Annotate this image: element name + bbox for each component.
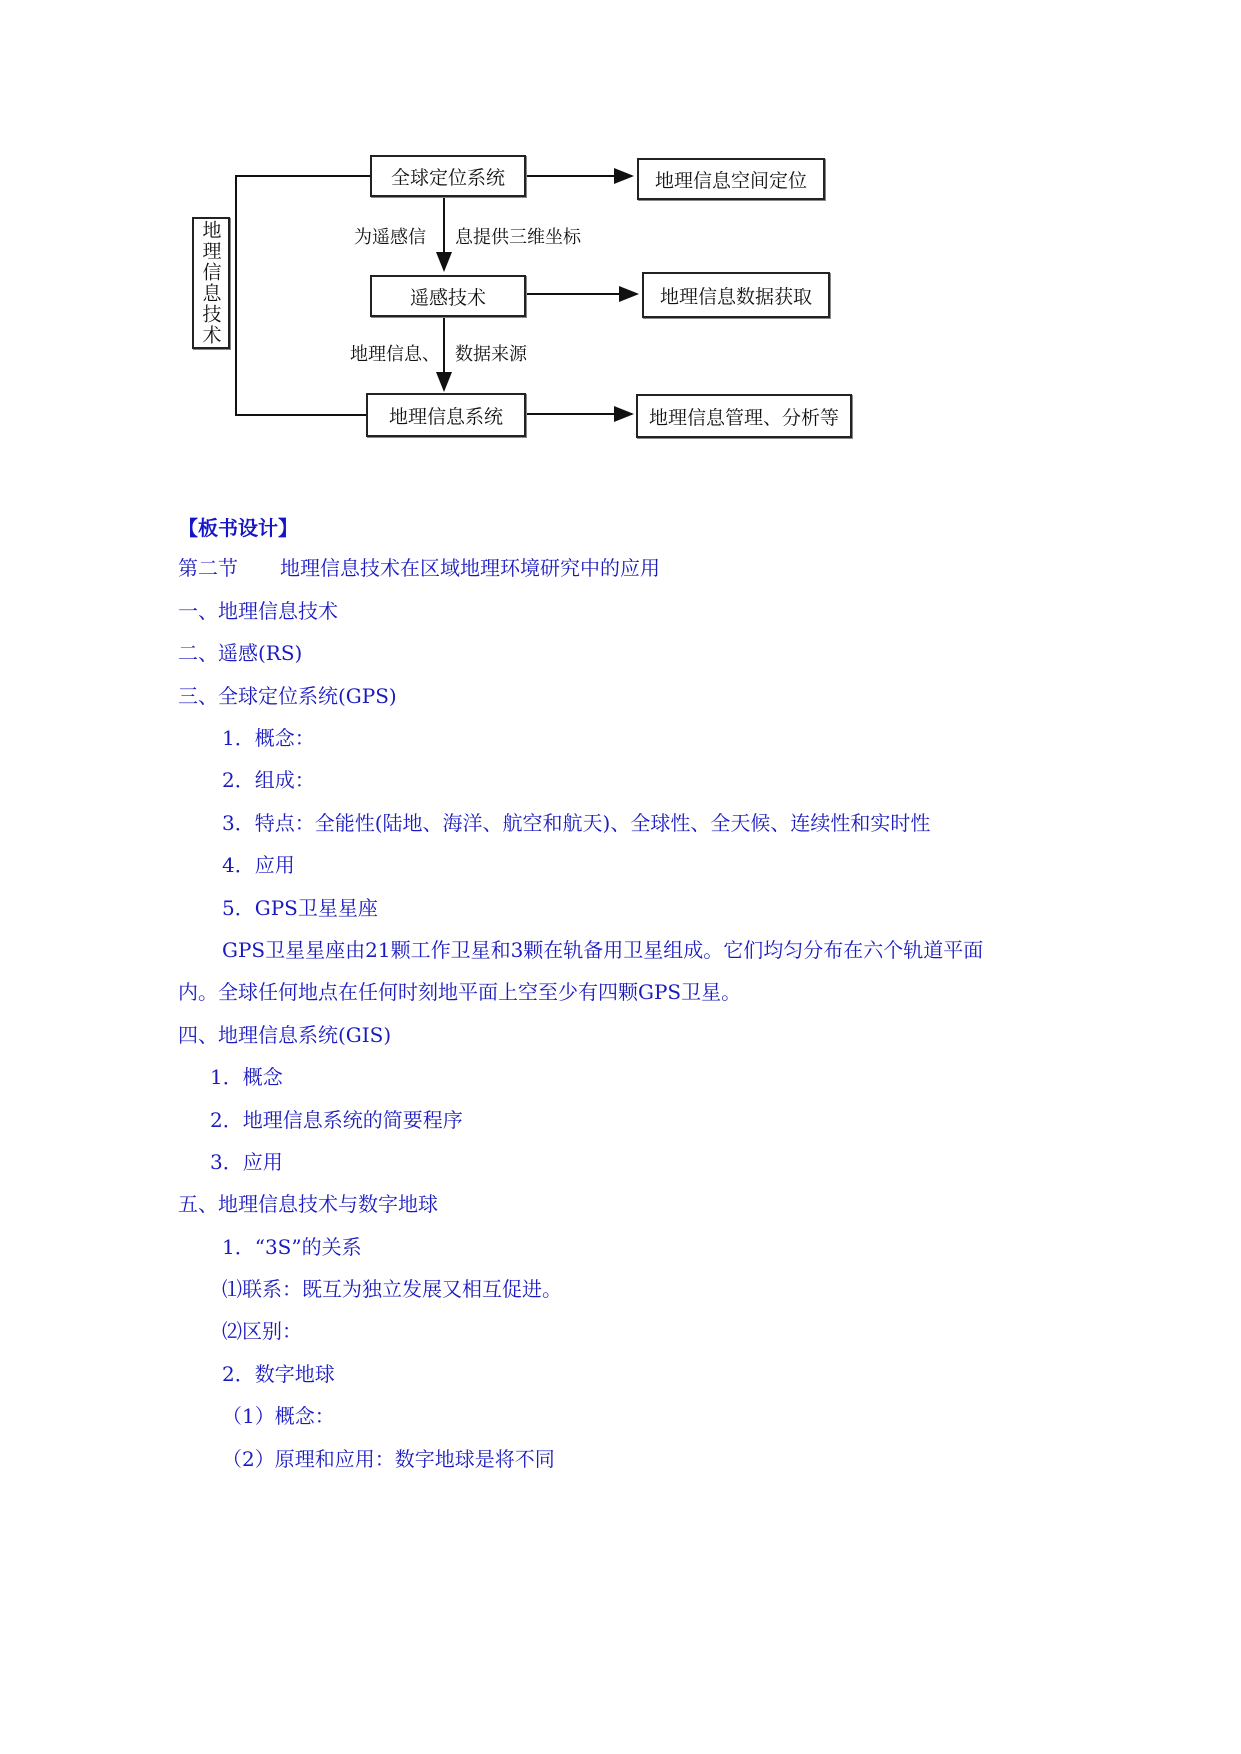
management-analysis-box: 地理信息管理、分析等: [636, 394, 852, 438]
outline-line: 4．应用: [222, 853, 295, 877]
section-name: 地理信息技术在区域地理环境研究中的应用: [280, 556, 660, 580]
outline-line: 3．特点：全能性(陆地、海洋、航空和航天)、全球性、全天候、连续性和实时性: [222, 811, 931, 835]
outline-line: （1）概念：: [222, 1404, 335, 1428]
gps-box: 全球定位系统: [370, 155, 526, 197]
outline-line: 5．GPS卫星星座: [222, 896, 378, 920]
geo-info-tech-box: 地理信息技术: [192, 217, 230, 349]
outline-line: 一、地理信息技术: [178, 599, 338, 623]
outline-line: ⑴联系：既互为独立发展又相互促进。: [222, 1277, 562, 1301]
outline-line: 2．数字地球: [222, 1362, 335, 1386]
board-design-heading: 【板书设计】: [178, 516, 298, 540]
outline-line: 1．概念: [210, 1065, 283, 1089]
outline-line: 五、地理信息技术与数字地球: [178, 1192, 438, 1216]
rs-box: 遥感技术: [370, 275, 526, 317]
section-number: 第二节: [178, 556, 238, 580]
outline-line: 3．应用: [210, 1150, 283, 1174]
paragraph-line: 内。全球任何地点在任何时刻地平面上空至少有四颗GPS卫星。: [178, 980, 742, 1004]
outline-line: 1．概念：: [222, 726, 315, 750]
data-acquisition-box: 地理信息数据获取: [642, 272, 830, 318]
spatial-positioning-box: 地理信息空间定位: [637, 158, 825, 200]
outline-line: ⑵区别：: [222, 1319, 302, 1343]
gis-box: 地理信息系统: [366, 393, 526, 437]
outline-line: 2．组成：: [222, 768, 315, 792]
outline-line: 四、地理信息系统(GIS): [178, 1023, 392, 1047]
label-rs-gis-a: 地理信息、: [350, 344, 440, 365]
label-rs-gis-b: 数据来源: [455, 344, 527, 365]
label-gps-rs-b: 息提供三维坐标: [455, 227, 581, 248]
outline-line: 二、遥感(RS): [178, 641, 303, 665]
outline-line: 1．“3S”的关系: [222, 1235, 362, 1259]
outline-line: 2．地理信息系统的简要程序: [210, 1108, 463, 1132]
flow-diagram: [184, 150, 854, 450]
outline-line: （2）原理和应用：数字地球是将不同: [222, 1447, 555, 1471]
section-title: [178, 556, 660, 580]
outline-line: 三、全球定位系统(GPS): [178, 684, 397, 708]
paragraph-line: GPS卫星星座由21颗工作卫星和3颗在轨备用卫星组成。它们均匀分布在六个轨道平面: [222, 938, 984, 962]
label-gps-rs-a: 为遥感信: [354, 227, 426, 248]
